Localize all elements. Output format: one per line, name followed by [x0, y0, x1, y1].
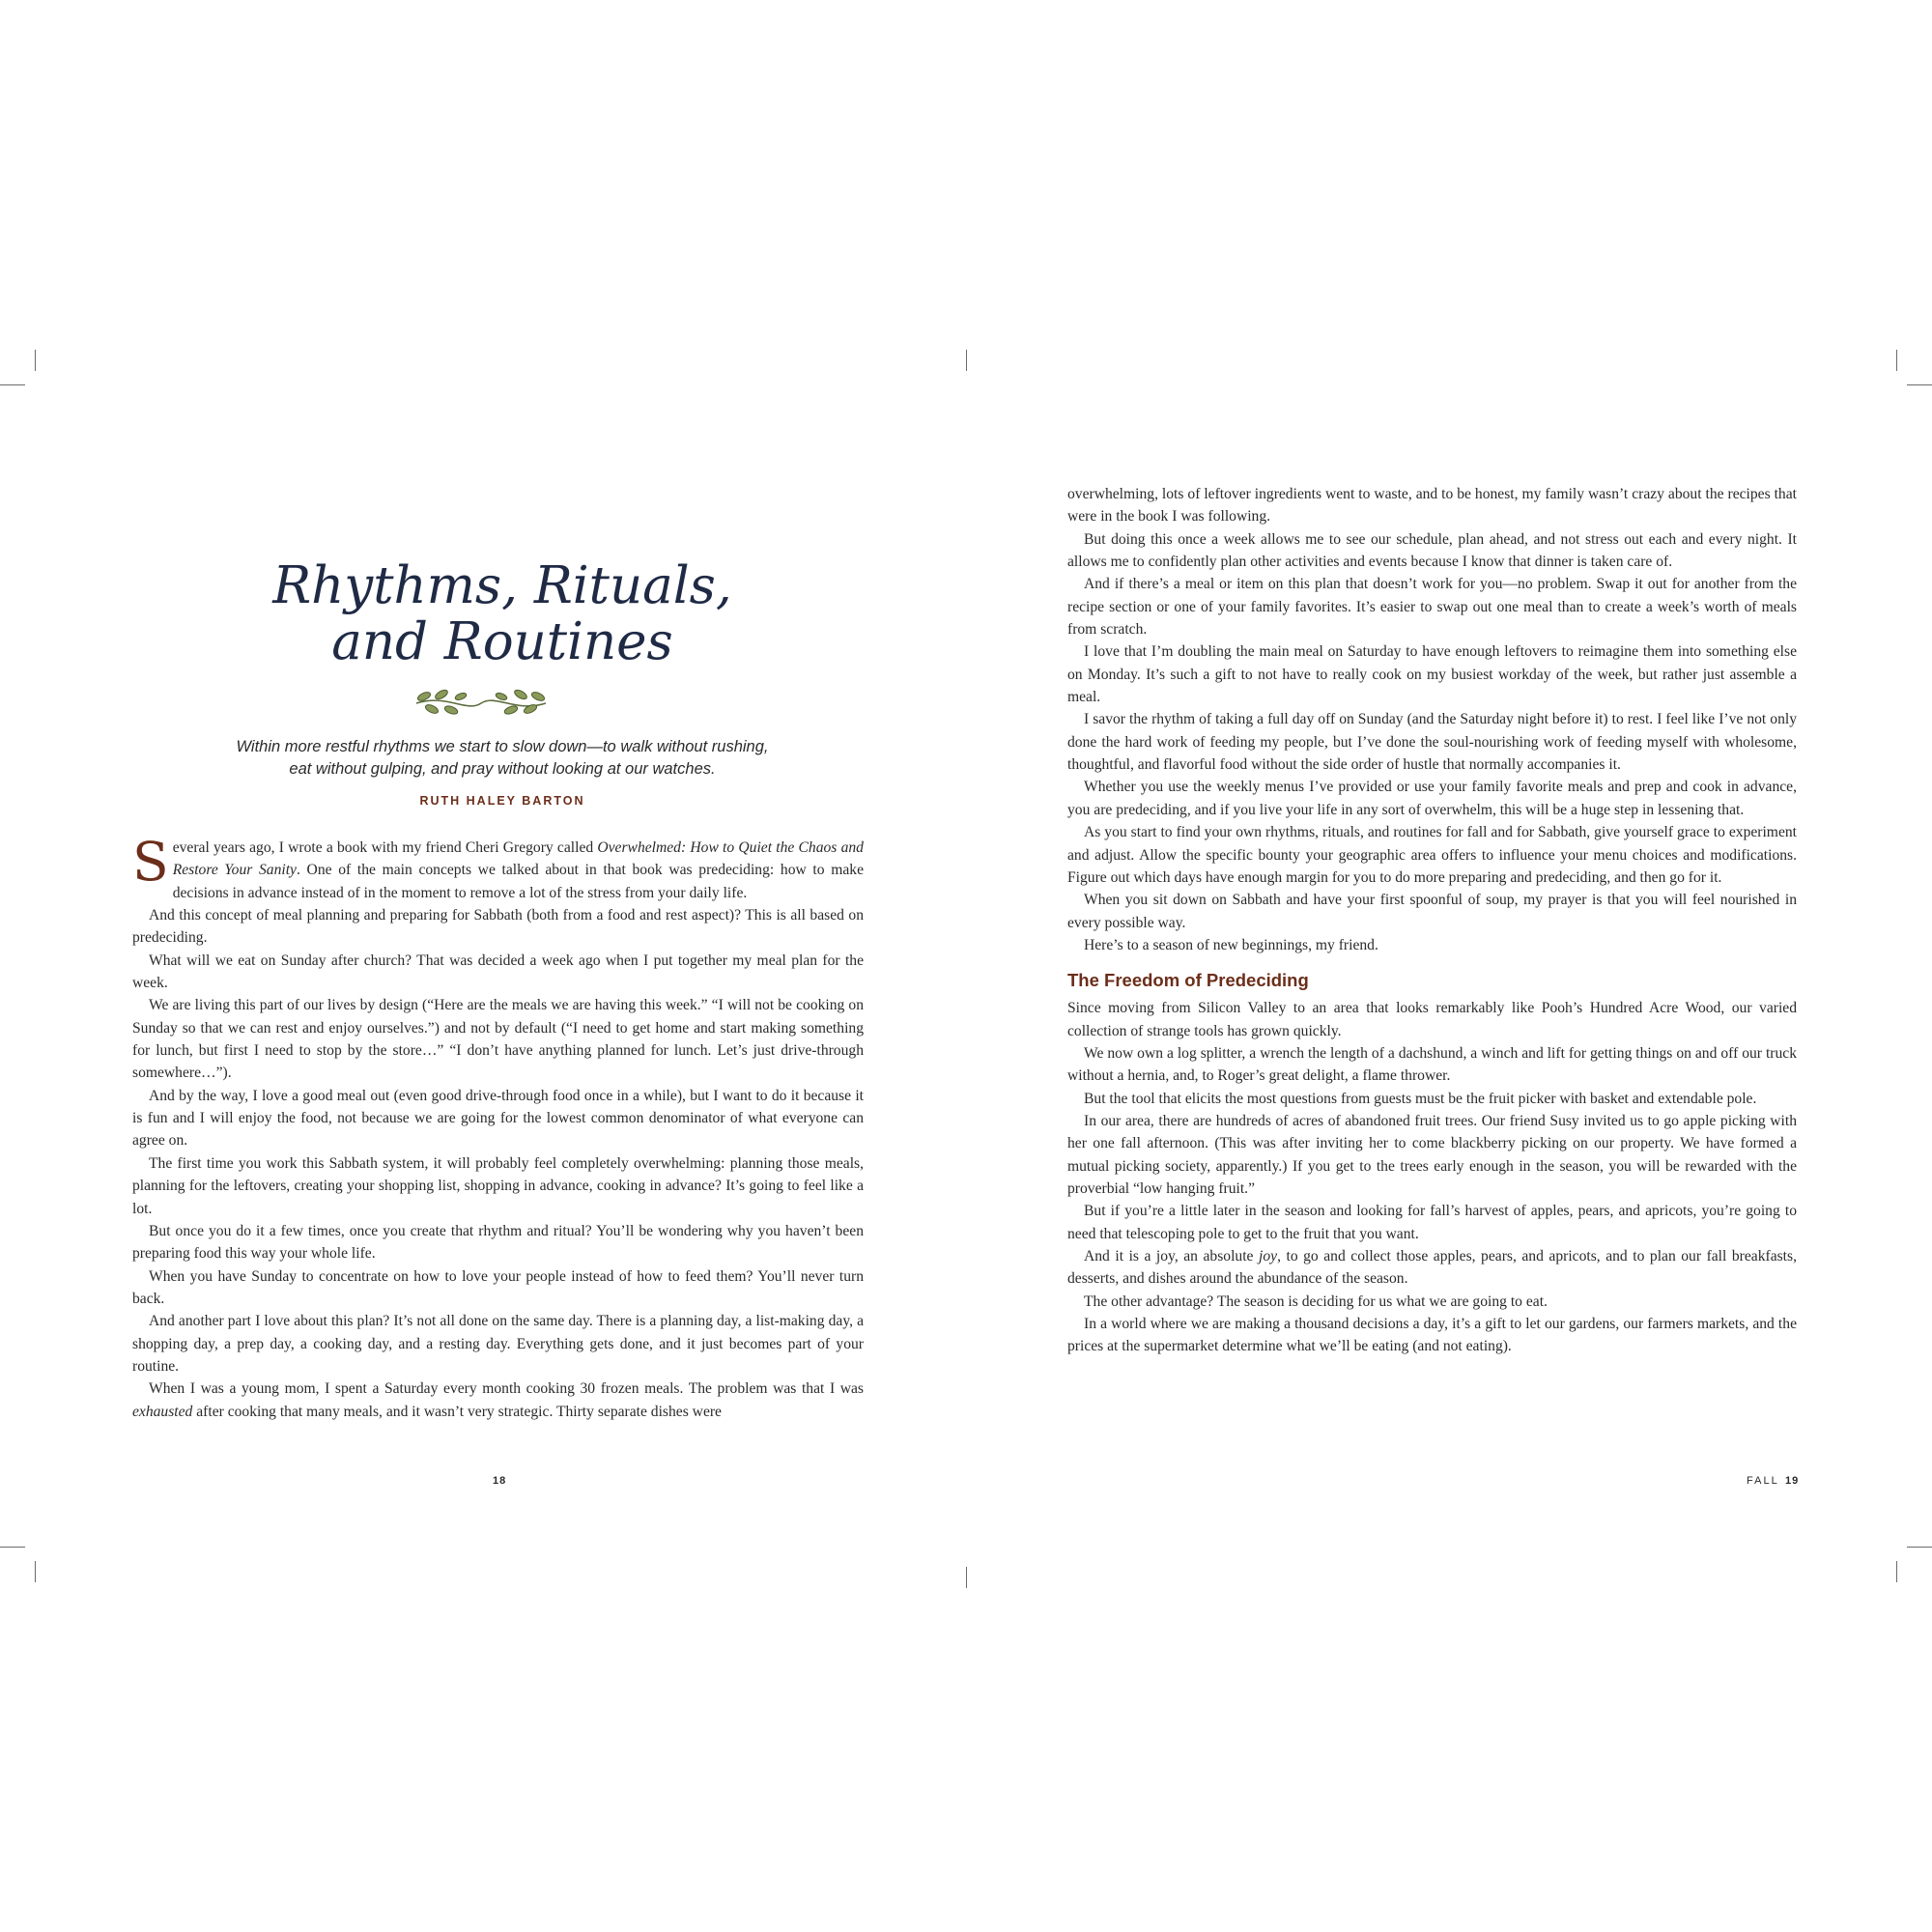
- epigraph-quote: [193, 736, 811, 781]
- paragraph: [132, 1378, 864, 1423]
- paragraph-text: When I was a young mom, I spent a Saturday every month cooking 30 frozen meals. The problem was that I was: [149, 1380, 864, 1398]
- paragraph: When you have Sunday to concentrate on how to love your people instead of how to feed them? You’ll never turn back.: [132, 1267, 864, 1307]
- paragraph: When you sit down on Sabbath and have your first spoonful of soup, my prayer is that you will feel nourished in every possible way.: [1067, 892, 1797, 931]
- paragraph: What will we eat on Sunday after church? That was decided a week ago when I put together my meal plan for the week.: [132, 952, 864, 992]
- emphasis: exhausted: [132, 1403, 193, 1420]
- paragraph: The other advantage? The season is deciding for us what we are going to eat.: [1084, 1293, 1548, 1310]
- page-number: 18: [493, 1475, 507, 1487]
- paragraph: In a world where we are making a thousand decisions a day, it’s a gift to let our gardens, our farmers markets, and the prices at the supermarket determine what we’ll be eating (and not eating).: [1067, 1316, 1797, 1355]
- emphasis: joy: [1259, 1248, 1278, 1264]
- epigraph-line-1: Within more restful rhythms we start to slow down—to walk without rushing,: [236, 738, 769, 755]
- paragraph-text: And it is a joy, an absolute: [1084, 1248, 1259, 1264]
- paragraph: As you start to find your own rhythms, rituals, and routines for fall and for Sabbath, give yourself grace to experiment and adjust. Allow the specific bounty your geographic area offers to influence your menu choices and modifications. Figure out which days have enough margin for you to do more preparing and predeciding, and then go for it.: [1067, 824, 1797, 886]
- title-line-2: and Routines: [331, 612, 673, 671]
- paragraph: [1067, 1245, 1797, 1291]
- paragraph-text: everal years ago, I wrote a book with my friend Cheri Gregory called: [172, 839, 598, 856]
- paragraph: overwhelming, lots of leftover ingredients went to waste, and to be honest, my family wasn’t crazy about the recipes that were in the book I was following.: [1067, 486, 1797, 526]
- paragraph: Since moving from Silicon Valley to an area that looks remarkably like Pooh’s Hundred Acre Wood, our varied collection of strange tools has grown quickly.: [1067, 1000, 1797, 1039]
- paragraph: And this concept of meal planning and preparing for Sabbath (both from a food and rest aspect)? This is all based on predeciding.: [132, 907, 864, 947]
- paragraph: [132, 831, 864, 904]
- leaf-ornament-icon: [409, 686, 554, 719]
- paragraph: Whether you use the weekly menus I’ve provided or use your family favorite meals and prep and cook in advance, you are predeciding, and if you live your life in any sort of overwhelm, this will be a huge step in lessening that.: [1067, 779, 1797, 818]
- paragraph-text: , to go and collect those apples, pears, and apricots, and to plan our fall breakfasts, desserts, and dishes around the abundance of the season.: [1067, 1248, 1797, 1288]
- running-head: FALL: [1747, 1475, 1779, 1487]
- title-line-1: Rhythms, Rituals,: [272, 556, 732, 615]
- page-number: 19: [1785, 1475, 1800, 1487]
- right-page: [966, 0, 1932, 1932]
- paragraph-text: after cooking that many meals, and it wasn’t very strategic. Thirty separate dishes were: [192, 1403, 722, 1420]
- paragraph: I savor the rhythm of taking a full day off on Sunday (and the Saturday night before it) to rest. I feel like I’ve not only done the hard work of feeding my people, but I’ve done the soul-nourishing work of feeding myself with wholesome, thoughtful, and flavorful food without the side order of hustle that normally accompanies it.: [1067, 711, 1797, 774]
- epigraph-line-2: eat without gulping, and pray without looking at our watches.: [289, 760, 716, 778]
- left-body-text: [132, 831, 864, 1423]
- paragraph: But once you do it a few times, once you create that rhythm and ritual? You’ll be wondering why you haven’t been preparing food this way your whole life.: [132, 1222, 864, 1263]
- paragraph-text: . One of the main concepts we talked about in that book was predeciding: how to make decisions in advance instead of in the moment to remove a lot of the stress from your daily life.: [172, 862, 864, 901]
- paragraph: In our area, there are hundreds of acres of abandoned fruit trees. Our friend Susy invited us to go apple picking with her one fall afternoon. (This was after inviting her to come blackberry picking on our property. We have formed a mutual picking society, apparently.) If you get to the trees early enough in the season, you will be rewarded with the proverbial “low hanging fruit.”: [1067, 1112, 1797, 1197]
- paragraph: The first time you work this Sabbath system, it will probably feel completely overwhelming: planning those meals, planning for the leftovers, creating your shopping list, shopping in advance, cooking in advance? It’s going to feel like a lot.: [132, 1154, 864, 1217]
- section-heading: The Freedom of Predeciding: [1067, 970, 1309, 991]
- drop-cap: S: [132, 831, 169, 893]
- paragraph: But the tool that elicits the most questions from guests must be the fruit picker with basket and extendable pole.: [1084, 1090, 1757, 1107]
- paragraph: I love that I’m doubling the main meal on Saturday to have enough leftovers to reimagine them into something else on Monday. It’s such a gift to not have to really cook on my busiest workday of the week, but rather just assemble a meal.: [1067, 643, 1797, 706]
- paragraph: And if there’s a meal or item on this plan that doesn’t work for you—no problem. Swap it out for another from the recipe section or one of your family favorites. It’s easier to swap out one meal than to create a week’s worth of meals from scratch.: [1067, 576, 1797, 639]
- book-title: Overwhelmed: How to Quiet the Chaos and Restore Your Sanity: [172, 839, 864, 879]
- chapter-title: [135, 558, 869, 670]
- paragraph: But doing this once a week allows me to see our schedule, plan ahead, and not stress out each and every night. It allows me to confidently plan other activities and events because I know that dinner is taken care of.: [1067, 530, 1797, 571]
- right-body-text: [1067, 483, 1797, 1358]
- paragraph: We are living this part of our lives by design (“Here are the meals we are having this week.” “I will not be cooking on Sunday so that we can rest and enjoy ourselves.”) and not by default (“I need to get home and start making something for lunch, but first I need to stop by the store…” “I don’t have anything planned for lunch. Let’s just drive-through somewhere…”).: [132, 997, 864, 1082]
- paragraph: And another part I love about this plan? It’s not all done on the same day. There is a planning day, a list-making day, a shopping day, a prep day, a cooking day, and a resting day. Everything gets done, and it just becomes part of your routine.: [132, 1313, 864, 1375]
- paragraph: We now own a log splitter, a wrench the length of a dachshund, a winch and lift for getting things on and off our truck without a hernia, and, to Roger’s great delight, a flame thrower.: [1067, 1044, 1797, 1085]
- paragraph: Here’s to a season of new beginnings, my friend.: [1084, 936, 1378, 953]
- paragraph: And by the way, I love a good meal out (even good drive-through food once in a while), but I want to do it because it is fun and I will enjoy the food, not because we are going for the lowest common denominator of what everyone can agree on.: [132, 1087, 864, 1150]
- paragraph: But if you’re a little later in the season and looking for fall’s harvest of apples, pears, and apricots, you’re going to need that telescoping pole to get to the fruit that you want.: [1067, 1203, 1797, 1242]
- epigraph-attribution: RUTH HALEY BARTON: [419, 794, 585, 808]
